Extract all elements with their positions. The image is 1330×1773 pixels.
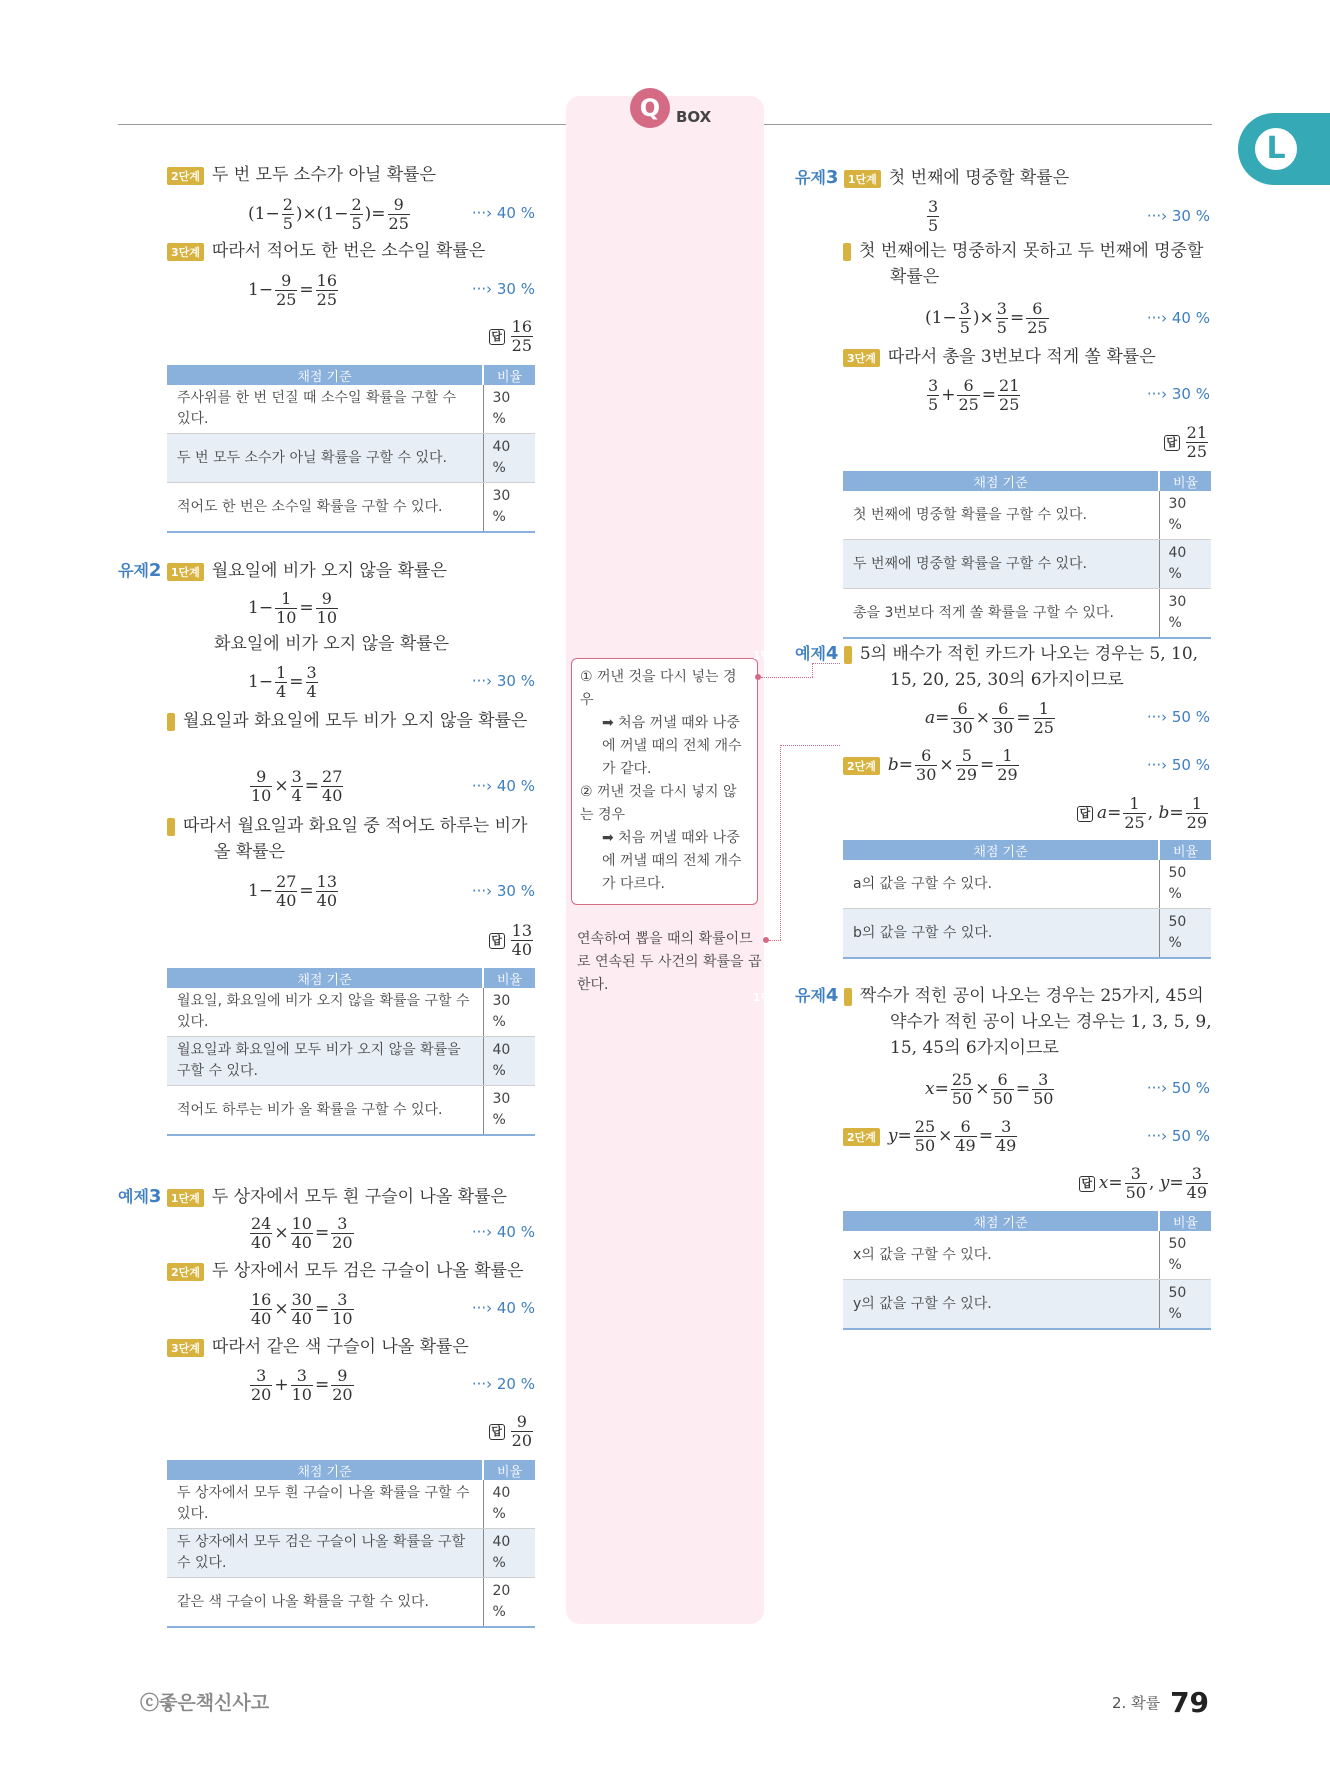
table-cell: 총을 3번보다 적게 쏠 확률을 구할 수 있다. xyxy=(843,589,1159,639)
pct-label: ···› 50 % xyxy=(1146,708,1210,726)
pct-label: ···› 50 % xyxy=(1146,1079,1210,1097)
step-text: 월요일에 비가 오지 않을 확률은 xyxy=(211,561,447,581)
step-text: 첫 번째에 명중할 확률은 xyxy=(888,168,1070,188)
table-cell: 두 번 모두 소수가 아닐 확률을 구할 수 있다. xyxy=(167,434,483,483)
th-criteria: 채점 기준 xyxy=(843,471,1159,491)
th-criteria: 채점 기준 xyxy=(843,840,1159,860)
page-footer xyxy=(1112,1686,1209,1719)
th-criteria: 채점 기준 xyxy=(167,365,483,385)
table-cell: 월요일, 화요일에 비가 오지 않을 확률을 구할 수 있다. xyxy=(167,988,483,1037)
answer: 답 x= $\frac{3}{50}$ , y= $\frac{3}{49}$ xyxy=(1030,1165,1210,1202)
table-cell: 30 % xyxy=(1159,589,1211,639)
qbox-q-icon: Q xyxy=(630,88,670,128)
criteria-table xyxy=(843,471,1211,639)
table-cell: 첫 번째에 명중할 확률을 구할 수 있다. xyxy=(843,491,1159,540)
section-tab xyxy=(1238,113,1330,185)
problem-label: 예제3 xyxy=(118,1186,162,1207)
pct-label: ···› 30 % xyxy=(1146,207,1210,225)
step-text: 화요일에 비가 오지 않을 확률은 xyxy=(214,634,450,654)
table-cell: 50 % xyxy=(1159,909,1211,959)
l2-eq4: 1− $\frac{27}{40}$ = $\frac{13}{40}$ xyxy=(248,872,338,910)
step-text: 따라서 같은 색 구슬이 나올 확률은 xyxy=(211,1337,469,1357)
table-cell: 30 % xyxy=(1159,491,1211,540)
criteria-table xyxy=(167,1460,535,1628)
table-cell: 적어도 한 번은 소수일 확률을 구할 수 있다. xyxy=(167,483,483,533)
r3-eq2: 2단계 y= $\frac{25}{50}$ × $\frac{6}{49}$ = $\frac{3}{49}$ xyxy=(843,1118,1019,1155)
step-text: 따라서 총을 3번보다 적게 쏠 확률은 xyxy=(887,347,1156,367)
pct-label: ···› 30 % xyxy=(471,882,535,900)
table-cell: b의 값을 구할 수 있다. xyxy=(843,909,1159,959)
step-text: 두 상자에서 모두 검은 구슬이 나올 확률은 xyxy=(211,1261,524,1281)
l1-eq1: (1− $\frac{2}{5}$ )×(1− $\frac{2}{5}$ )= $\frac{9}{25}$ xyxy=(248,195,409,233)
qbox-note xyxy=(571,658,758,905)
step-text: 월요일과 화요일에 모두 비가 오지 않을 확률은 xyxy=(183,711,528,731)
step-badge: 2단계 xyxy=(843,757,880,775)
pct-label: ···› 30 % xyxy=(471,280,535,298)
table-cell: 40 % xyxy=(483,1529,535,1578)
th-ratio: 비율 xyxy=(1159,471,1211,491)
pct-label: ···› 40 % xyxy=(471,777,535,795)
pct-label: ···› 40 % xyxy=(471,204,535,222)
top-rule-left xyxy=(118,124,566,125)
qbox-side-note: 연속하여 뽑을 때의 확률이므로 연속된 두 사건의 확률을 곱한다. xyxy=(577,931,762,993)
pct-label: ···› 40 % xyxy=(1146,309,1210,327)
table-cell: 30 % xyxy=(483,1086,535,1136)
l3-eq3: $\frac{3}{20}$ + $\frac{3}{10}$ = $\frac{9}{20}$ xyxy=(251,1366,353,1404)
table-cell: 40 % xyxy=(483,1037,535,1086)
step-text: 5의 배수가 적힌 카드가 나오는 경우는 5, 10, 15, 20, 25, 30의 6가지이므로 xyxy=(859,644,1199,690)
note-detail: ➡ 처음 꺼낼 때와 나중에 꺼낼 때의 전체 개수가 같다. xyxy=(602,715,742,777)
table-cell: 주사위를 한 번 던질 때 소수일 확률을 구할 수 있다. xyxy=(167,385,483,434)
table-cell: 40 % xyxy=(483,1480,535,1529)
connector-line xyxy=(780,745,781,940)
step-badge: 1단계 xyxy=(167,1189,204,1207)
th-criteria: 채점 기준 xyxy=(167,968,483,988)
l3-eq1: $\frac{24}{40}$ × $\frac{10}{40}$ = $\frac{3}{20}$ xyxy=(251,1214,353,1252)
table-cell: 적어도 하루는 비가 올 확률을 구할 수 있다. xyxy=(167,1086,483,1136)
th-ratio: 비율 xyxy=(483,365,535,385)
pct-label: ···› 40 % xyxy=(471,1223,535,1241)
table-cell: 월요일과 화요일에 모두 비가 오지 않을 확률을 구할 수 있다. xyxy=(167,1037,483,1086)
answer-icon: 답 xyxy=(489,1424,505,1440)
answer-icon: 답 xyxy=(1164,435,1180,451)
connector-line xyxy=(780,745,840,746)
step-text: 두 번 모두 소수가 아닐 확률은 xyxy=(211,165,436,185)
step-badge: 2단계 xyxy=(167,167,204,185)
step-text: 따라서 적어도 한 번은 소수일 확률은 xyxy=(211,241,486,261)
publisher: ⓒ좋은책신사고 xyxy=(140,1692,270,1714)
answer-icon: 답 xyxy=(489,933,505,949)
table-cell: 두 상자에서 모두 흰 구슬이 나올 확률을 구할 수 있다. xyxy=(167,1480,483,1529)
l1-step2 xyxy=(167,162,436,188)
table-cell: y의 값을 구할 수 있다. xyxy=(843,1280,1159,1330)
problem-label: 예제4 xyxy=(795,643,839,664)
criteria-table xyxy=(843,840,1211,959)
chapter-label: 2. 확률 xyxy=(1112,1694,1161,1712)
table-cell: 30 % xyxy=(483,988,535,1037)
pct-label: ···› 50 % xyxy=(1146,756,1210,774)
step-badge: 3단계 xyxy=(843,349,880,367)
l2-eq2: 1− $\frac{1}{4}$ = $\frac{3}{4}$ xyxy=(248,663,317,701)
table-cell: 20 % xyxy=(483,1578,535,1628)
r1-eq2: (1− $\frac{3}{5}$ )× $\frac{3}{5}$ = $\frac{6}{25}$ xyxy=(925,299,1048,337)
connector-line xyxy=(769,940,781,941)
pct-label: ···› 50 % xyxy=(1146,1127,1210,1145)
step-text: 따라서 월요일과 화요일 중 적어도 하루는 비가 올 확률은 xyxy=(183,816,528,862)
r1-eq1: $\frac{3}{5}$ xyxy=(928,197,939,235)
table-cell: 두 번째에 명중할 확률을 구할 수 있다. xyxy=(843,540,1159,589)
criteria-table xyxy=(167,968,535,1136)
table-cell: 50 % xyxy=(1159,1231,1211,1280)
qbox-label: BOX xyxy=(676,108,712,126)
answer: 답 $\frac{16}{25}$ xyxy=(430,318,535,355)
step-badge: 3단계 xyxy=(167,818,175,836)
table-cell: 50 % xyxy=(1159,860,1211,909)
step-text: 두 상자에서 모두 흰 구슬이 나올 확률은 xyxy=(211,1187,507,1207)
answer: 답 $\frac{9}{20}$ xyxy=(430,1413,535,1450)
problem-label: 유제2 xyxy=(118,560,162,581)
step-badge: 1단계 xyxy=(167,563,204,581)
th-criteria: 채점 기준 xyxy=(167,1460,483,1480)
th-ratio: 비율 xyxy=(483,1460,535,1480)
table-cell: 50 % xyxy=(1159,1280,1211,1330)
answer-icon: 답 xyxy=(489,329,505,345)
table-cell: 40 % xyxy=(1159,540,1211,589)
answer-icon: 답 xyxy=(1079,1176,1095,1192)
r3-step1 xyxy=(752,983,1213,1061)
table-cell: 두 상자에서 모두 검은 구슬이 나올 확률을 구할 수 있다. xyxy=(167,1529,483,1578)
th-ratio: 비율 xyxy=(483,968,535,988)
page-number: 79 xyxy=(1170,1686,1210,1719)
step-badge: 3단계 xyxy=(167,243,204,261)
pct-label: ···› 40 % xyxy=(471,1299,535,1317)
step-badge: 1단계 xyxy=(844,988,852,1006)
answer: 답 $\frac{21}{25}$ xyxy=(1105,424,1210,461)
table-cell: 같은 색 구슬이 나올 확률을 구할 수 있다. xyxy=(167,1578,483,1628)
l-icon: L xyxy=(1249,122,1303,176)
step-badge: 2단계 xyxy=(167,1263,204,1281)
note-item: ② 꺼낸 것을 다시 넣지 않는 경우 xyxy=(580,784,737,823)
step-badge: 2단계 xyxy=(843,243,851,261)
th-ratio: 비율 xyxy=(1159,1211,1211,1231)
th-criteria: 채점 기준 xyxy=(843,1211,1159,1231)
criteria-table xyxy=(167,365,535,533)
table-cell: 30 % xyxy=(483,483,535,533)
r2-eq2: 2단계 b= $\frac{6}{30}$ × $\frac{5}{29}$ = $\frac{1}{29}$ xyxy=(843,747,1021,784)
r1-eq3: $\frac{3}{5}$ + $\frac{6}{25}$ = $\frac{21}{25}$ xyxy=(928,376,1020,414)
problem-label: 유제3 xyxy=(795,167,839,188)
criteria-table xyxy=(843,1211,1211,1330)
pct-label: ···› 30 % xyxy=(471,672,535,690)
l3-eq2: $\frac{16}{40}$ × $\frac{30}{40}$ = $\frac{3}{10}$ xyxy=(251,1290,353,1328)
r2-eq1: a= $\frac{6}{30}$ × $\frac{6}{30}$ = $\frac{1}{25}$ xyxy=(925,699,1054,737)
pct-label: ···› 20 % xyxy=(471,1375,535,1393)
step-text: 짝수가 적힌 공이 나오는 경우는 25가지, 45의 약수가 적힌 공이 나오는 경우는 1, 3, 5, 9, 15, 45의 6가지이므로 xyxy=(859,986,1212,1058)
step-badge: 2단계 xyxy=(167,713,175,731)
th-ratio: 비율 xyxy=(1159,840,1211,860)
top-rule-right xyxy=(764,124,1212,125)
l1-eq2: 1− $\frac{9}{25}$ = $\frac{16}{25}$ xyxy=(248,271,338,309)
l2-eq1: 1− $\frac{1}{10}$ = $\frac{9}{10}$ xyxy=(248,589,338,627)
table-cell: a의 값을 구할 수 있다. xyxy=(843,860,1159,909)
pct-label: ···› 30 % xyxy=(1146,385,1210,403)
note-detail: ➡ 처음 꺼낼 때와 나중에 꺼낼 때의 전체 개수가 다르다. xyxy=(602,830,742,892)
step-badge: 1단계 xyxy=(844,646,852,664)
step-text: 첫 번째에는 명중하지 못하고 두 번째에 명중할 확률은 xyxy=(859,241,1204,287)
table-cell: x의 값을 구할 수 있다. xyxy=(843,1231,1159,1280)
table-cell: 30 % xyxy=(483,385,535,434)
l2-eq3: $\frac{9}{10}$ × $\frac{3}{4}$ = $\frac{27}{40}$ xyxy=(251,767,343,805)
problem-label: 유제4 xyxy=(795,985,839,1006)
step-badge: 2단계 xyxy=(843,1128,880,1146)
r3-eq1: x= $\frac{25}{50}$ × $\frac{6}{50}$ = $\frac{3}{50}$ xyxy=(925,1070,1054,1108)
answer: 답 $\frac{13}{40}$ xyxy=(430,922,535,959)
answer: 답 a= $\frac{1}{25}$ , b= $\frac{1}{29}$ xyxy=(1030,795,1210,832)
step-badge: 3단계 xyxy=(167,1339,204,1357)
note-item: ① 꺼낸 것을 다시 넣는 경우 xyxy=(580,669,737,708)
step-badge: 1단계 xyxy=(844,170,881,188)
answer-icon: 답 xyxy=(1077,806,1093,822)
table-cell: 40 % xyxy=(483,434,535,483)
